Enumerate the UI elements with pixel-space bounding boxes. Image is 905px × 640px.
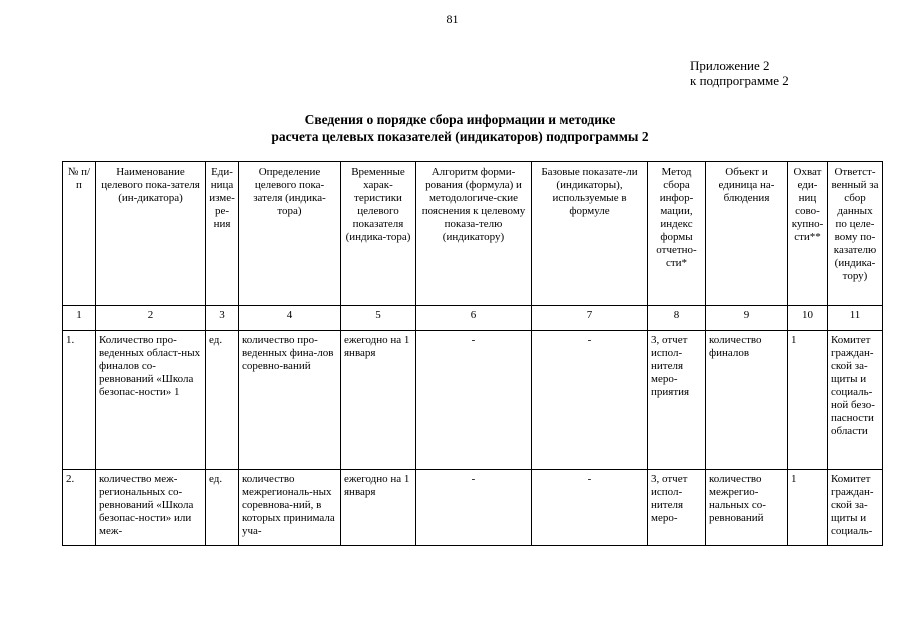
appendix-line-2: к подпрограмме 2 [690,73,789,88]
table-row [63,470,883,546]
header-cell: Наименование целевого пока-зателя (ин-дикатора) [96,162,206,306]
time-characteristics: ежегодно на 1 января [341,331,416,470]
time-characteristics: ежегодно на 1 января [341,470,416,546]
column-number-row [63,306,883,331]
column-number: 3 [206,306,239,331]
algorithm: - [416,331,532,470]
page-number: 81 [446,12,459,26]
indicator-name: количество меж-региональных со-ревнований «Школа безопас-ности» или меж- [96,470,206,546]
header-cell: Алгоритм форми-рования (формула) и методологиче-ские пояснения к целевому показа-телю (индикатору) [416,162,532,306]
column-number: 8 [648,306,706,331]
observation-object: количество межрегио-нальных со-ревнований [706,470,788,546]
column-number: 9 [706,306,788,331]
header-cell: Базовые показате-ли (индикаторы), используемые в формуле [532,162,648,306]
header-cell: Определение целевого пока-зателя (индика-тора) [239,162,341,306]
header-cell: Еди-ница изме-ре-ния [206,162,239,306]
unit: ед. [206,331,239,470]
responsible: Комитет граждан-ской за-щиты и социаль- [828,470,883,546]
column-number: 10 [788,306,828,331]
appendix-note [690,58,789,88]
indicator-name: Количество про-веденных област-ных финалов со-ревнований «Школа безопас-ности» 1 [96,331,206,470]
column-number: 1 [63,306,96,331]
row-number: 2. [63,470,96,546]
header-cell: Временные харак-теристики целевого показателя (индика-тора) [341,162,416,306]
column-number: 7 [532,306,648,331]
column-number: 6 [416,306,532,331]
indicators-table [62,161,883,546]
base-indicators: - [532,331,648,470]
header-cell: Метод сбора инфор-мации, индекс формы отчетно-сти* [648,162,706,306]
responsible: Комитет граждан-ской за-щиты и социаль-ной безо-пасности области [828,331,883,470]
table-row [63,331,883,470]
header-cell: Объект и единица на-блюдения [706,162,788,306]
algorithm: - [416,470,532,546]
header-cell: Ответст-венный за сбор данных по целе-вому по-казателю (индика-тору) [828,162,883,306]
title-line-1: Сведения о порядке сбора информации и методике [304,112,616,127]
coverage: 1 [788,331,828,470]
column-number: 11 [828,306,883,331]
definition: количество межрегиональ-ных соревнова-ний, в которых принимала уча- [239,470,341,546]
title-line-2: расчета целевых показателей (индикаторов) подпрограммы 2 [271,129,649,144]
base-indicators: - [532,470,648,546]
observation-object: количество финалов [706,331,788,470]
header-cell: Охват еди-ниц сово-купно-сти** [788,162,828,306]
unit: ед. [206,470,239,546]
row-number: 1. [63,331,96,470]
document-title [200,111,720,145]
column-number: 5 [341,306,416,331]
appendix-line-1: Приложение 2 [690,58,770,73]
column-number: 4 [239,306,341,331]
definition: количество про-веденных фина-лов соревно-ваний [239,331,341,470]
collection-method: 3, отчет испол-нителя меро- [648,470,706,546]
column-number: 2 [96,306,206,331]
collection-method: 3, отчет испол-нителя меро-приятия [648,331,706,470]
table-header-row [63,162,883,306]
coverage: 1 [788,470,828,546]
header-cell: № п/п [63,162,96,306]
